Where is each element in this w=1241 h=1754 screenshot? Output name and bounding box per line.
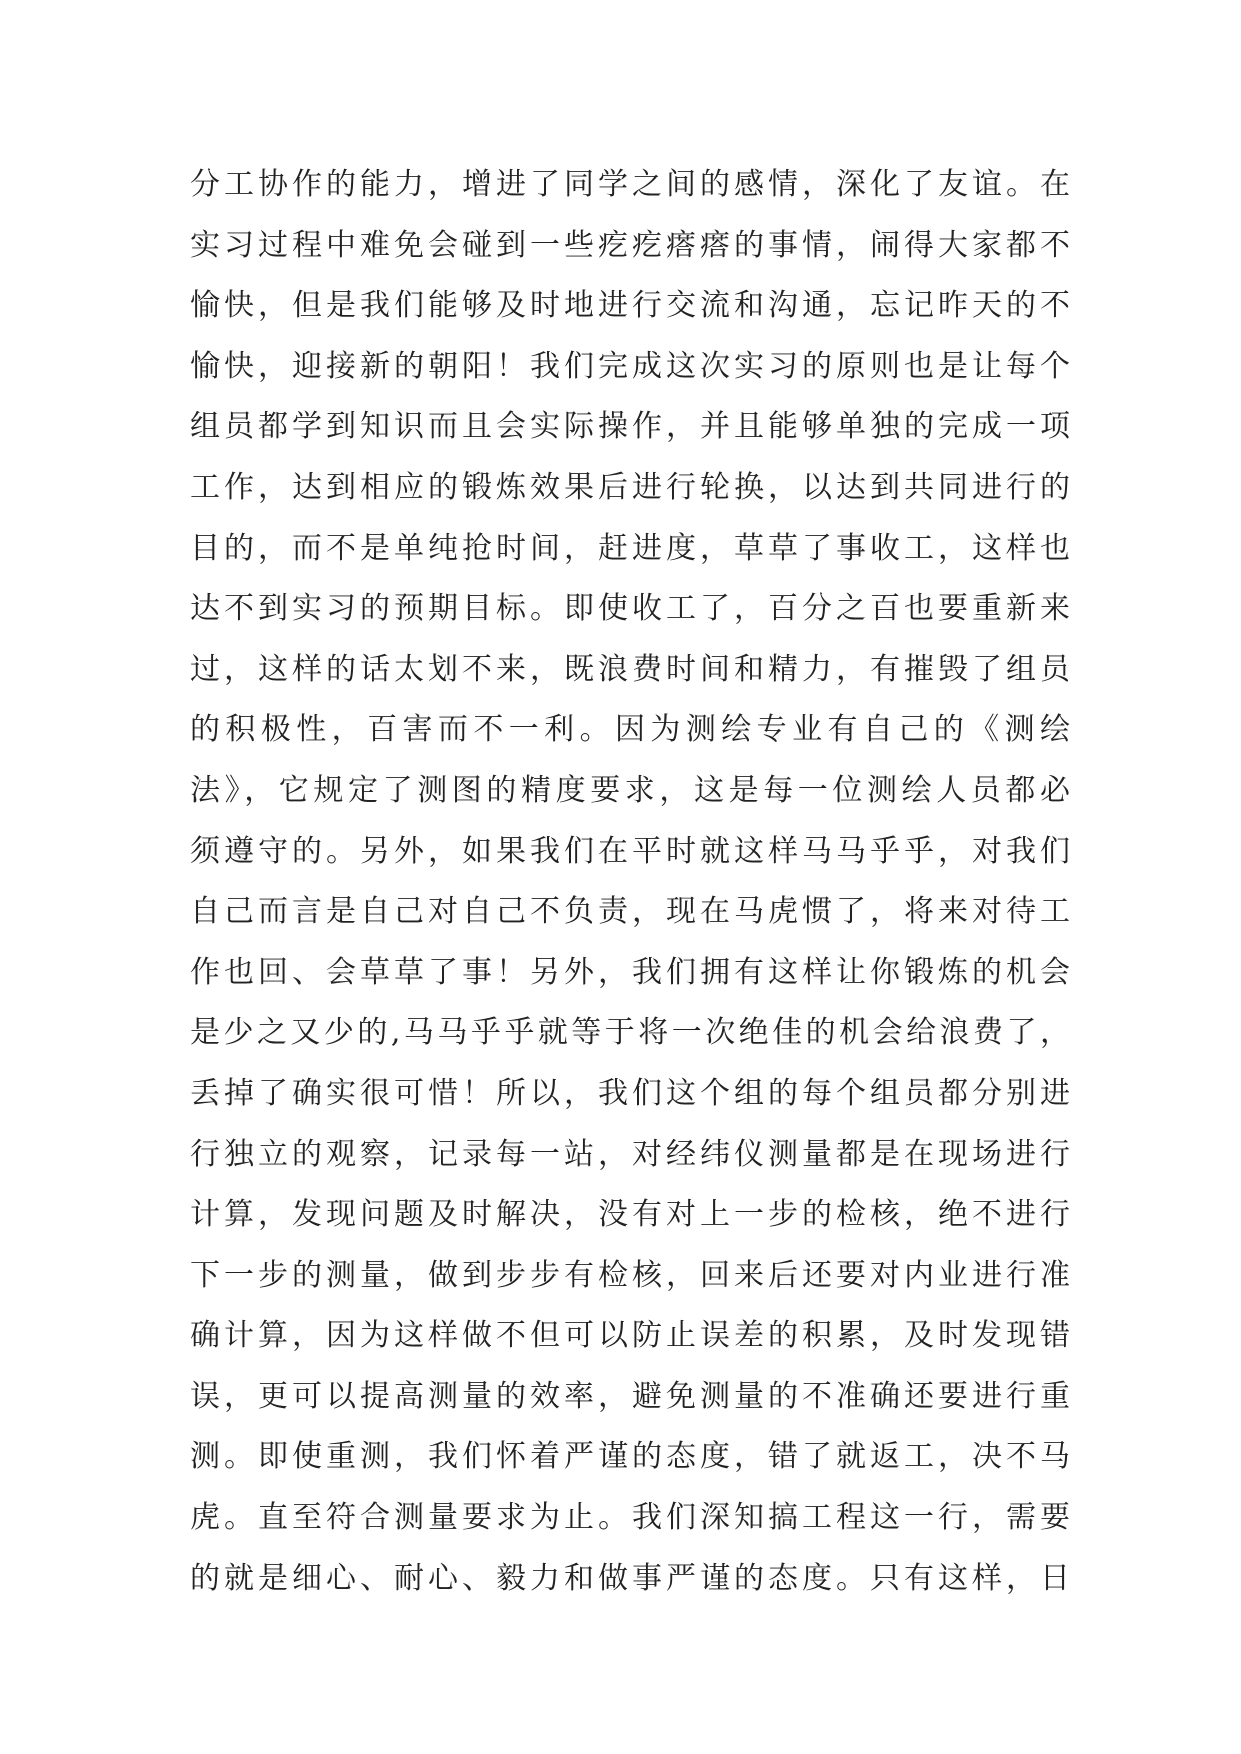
body-paragraph [190, 155, 1070, 1609]
text-line: 确计算，因为这样做不但可以防止误差的积累，及时发现错 [190, 1318, 1070, 1354]
text-line: 虎。直至符合测量要求为止。我们深知搞工程这一行，需要 [190, 1500, 1070, 1536]
text-line: 实习过程中难免会碰到一些疙疙瘩瘩的事情，闹得大家都不 [190, 227, 1070, 263]
text-line: 法》，它规定了测图的精度要求，这是每一位测绘人员都必 [190, 772, 1070, 808]
text-line: 愉快，但是我们能够及时地进行交流和沟通，忘记昨天的不 [190, 288, 1070, 324]
text-line: 测。即使重测，我们怀着严谨的态度，错了就返工，决不马 [190, 1439, 1070, 1475]
text-line: 工作，达到相应的锻炼效果后进行轮换，以达到共同进行的 [190, 469, 1070, 505]
text-line: 过，这样的话太划不来，既浪费时间和精力，有摧毁了组员 [190, 651, 1070, 687]
text-line: 作也回、会草草了事！另外，我们拥有这样让你锻炼的机会 [190, 954, 1070, 990]
text-line: 丢掉了确实很可惜！所以，我们这个组的每个组员都分别进 [190, 1075, 1070, 1111]
text-line: 达不到实习的预期目标。即使收工了，百分之百也要重新来 [190, 591, 1070, 627]
text-line: 分工协作的能力，增进了同学之间的感情，深化了友谊。在 [190, 167, 1070, 202]
text-line: 组员都学到知识而且会实际操作，并且能够单独的完成一项 [190, 409, 1070, 445]
text-line: 误，更可以提高测量的效率，避免测量的不准确还要进行重 [190, 1378, 1070, 1414]
text-line: 计算，发现问题及时解决，没有对上一步的检核，绝不进行 [190, 1197, 1070, 1233]
text-line: 是少之又少的,马马乎乎就等于将一次绝佳的机会给浪费了， [190, 1015, 1070, 1051]
text-line: 目的，而不是单纯抢时间，赶进度，草草了事收工，这样也 [190, 530, 1070, 566]
text-line: 下一步的测量，做到步步有检核，回来后还要对内业进行准 [190, 1257, 1070, 1293]
text-line: 自己而言是自己对自己不负责，现在马虎惯了，将来对待工 [190, 894, 1070, 930]
text-line: 的积极性，百害而不一利。因为测绘专业有自己的《测绘 [190, 712, 1070, 748]
text-line: 须遵守的。另外，如果我们在平时就这样马马乎乎，对我们 [190, 833, 1070, 869]
text-line: 愉快，迎接新的朝阳！我们完成这次实习的原则也是让每个 [190, 348, 1070, 384]
text-line: 行独立的观察，记录每一站，对经纬仪测量都是在现场进行 [190, 1136, 1070, 1172]
text-line: 的就是细心、耐心、毅力和做事严谨的态度。只有这样，日 [190, 1560, 1070, 1596]
